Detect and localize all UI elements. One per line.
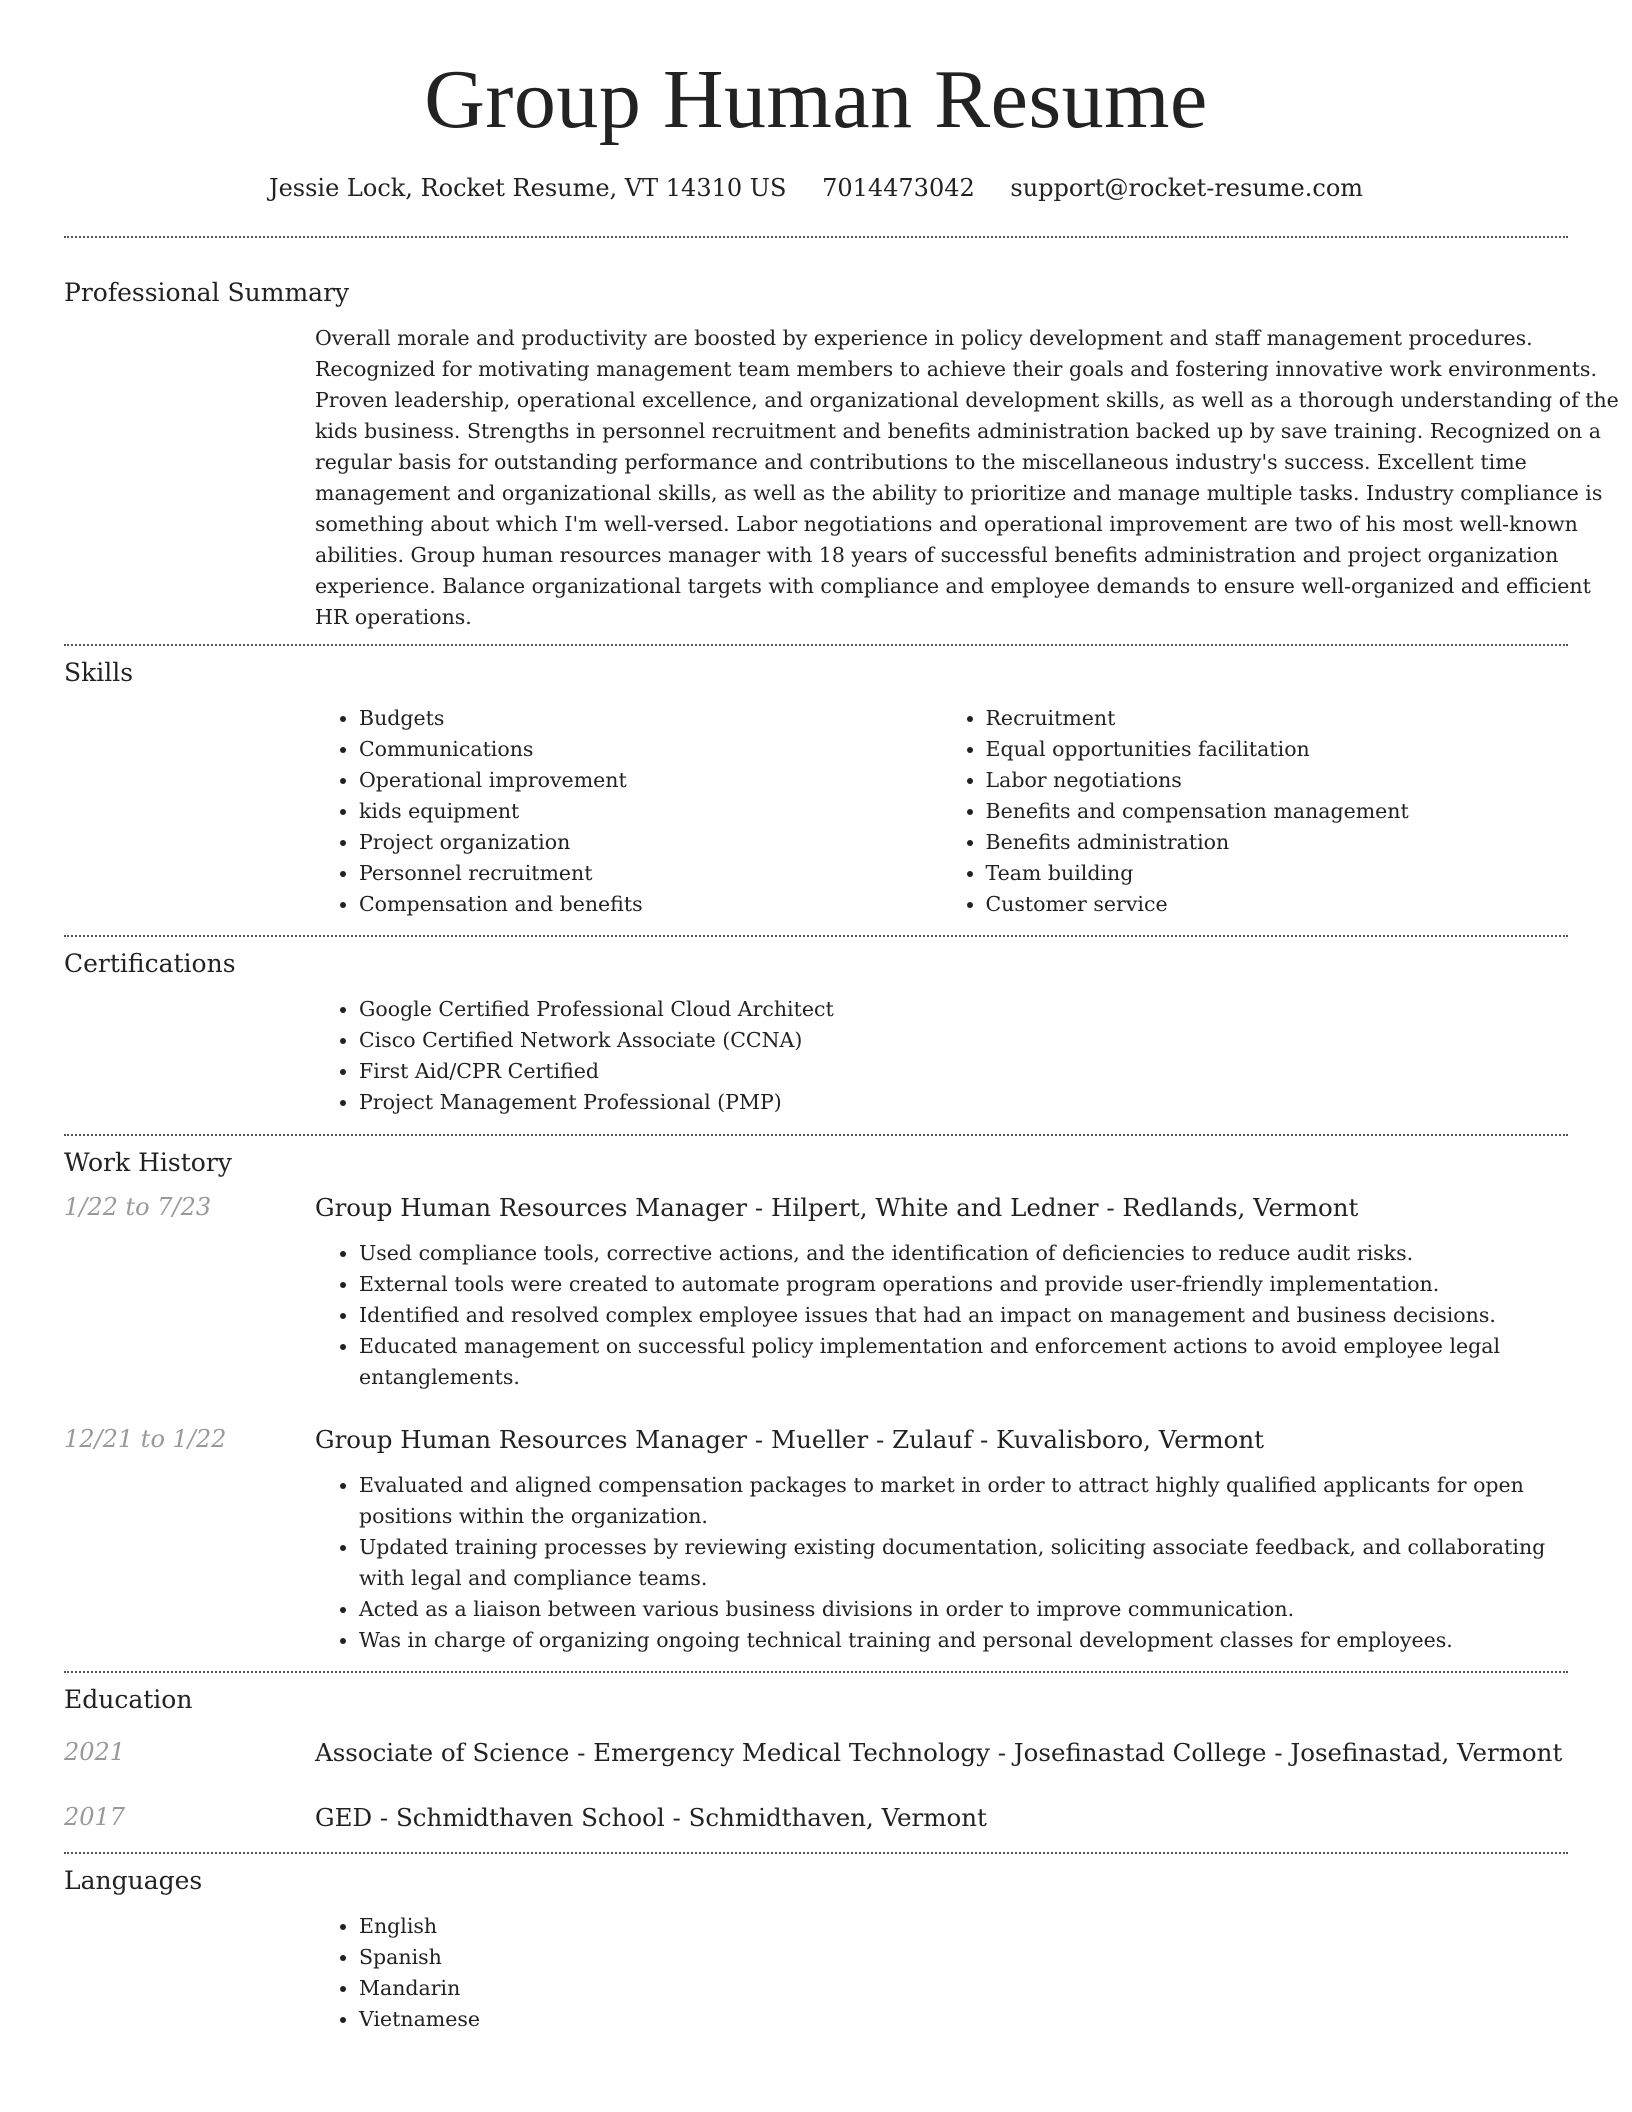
list-item: • Labor negotiations (986, 765, 1569, 796)
languages-list (315, 1911, 1568, 2035)
list-item: • Evaluated and aligned compensation packages to market in order to attract highly qualified applicants for open positions within the organization. (359, 1470, 1568, 1532)
skills-list-left (315, 703, 942, 920)
job-date: 1/22 to 7/23 (64, 1193, 212, 1221)
education-title: GED - Schmidthaven School - Schmidthaven, Vermont (315, 1803, 987, 1832)
list-item: • Spanish (359, 1942, 1568, 1973)
education-heading: Education (64, 1685, 193, 1714)
list-item: • First Aid/CPR Certified (359, 1056, 1568, 1087)
list-item: • Equal opportunities facilitation (986, 734, 1569, 765)
list-item: • English (359, 1911, 1568, 1942)
list-item: • Acted as a liaison between various business divisions in order to improve communication. (359, 1594, 1568, 1625)
job-title: Group Human Resources Manager - Hilpert, White and Ledner - Redlands, Vermont (315, 1193, 1359, 1222)
languages-heading: Languages (64, 1866, 203, 1895)
contact-email: support@rocket-resume.com (1010, 174, 1364, 202)
education-entry (64, 1738, 1568, 1767)
contact-line (64, 174, 1568, 202)
list-item: • Mandarin (359, 1973, 1568, 2004)
list-item: • Team building (986, 858, 1569, 889)
resume-title: Group Human Resume (424, 53, 1208, 146)
work-history-heading: Work History (64, 1148, 232, 1177)
job-entry (64, 1425, 1568, 1656)
list-item: • External tools were created to automate program operations and provide user-friendly implementation. (359, 1269, 1568, 1300)
list-item: • Was in charge of organizing ongoing technical training and personal development classes for employees. (359, 1625, 1568, 1656)
list-item: • Updated training processes by reviewing existing documentation, soliciting associate feedback, and collaborating with legal and compliance teams. (359, 1532, 1568, 1594)
list-item: • Cisco Certified Network Associate (CCNA) (359, 1025, 1568, 1056)
list-item: • Compensation and benefits (359, 889, 942, 920)
list-item: • Budgets (359, 703, 942, 734)
list-item: • Communications (359, 734, 942, 765)
job-bullets (315, 1238, 1568, 1393)
list-item: • kids equipment (359, 796, 942, 827)
list-item: • Project organization (359, 827, 942, 858)
contact-address: Jessie Lock, Rocket Resume, VT 14310 US (268, 174, 787, 202)
languages-section (64, 1854, 1568, 2035)
list-item: • Benefits and compensation management (986, 796, 1569, 827)
certifications-heading: Certifications (64, 949, 236, 978)
summary-section (64, 238, 1619, 633)
list-item: • Educated management on successful policy implementation and enforcement actions to avoid employee legal entanglements. (359, 1331, 1568, 1393)
skills-list-right (942, 703, 1569, 920)
list-item: • Operational improvement (359, 765, 942, 796)
summary-text: Overall morale and productivity are boosted by experience in policy development and staff management procedures. Recognized for motivating management team members to achieve their goals and fostering innovative work environments. Proven leadership, operational excellence, and organizational development skills, as well as a thorough understanding of the kids business. Strengths in personnel recruitment and benefits administration backed up by save training. Recognized on a regular basis for outstanding performance and contributions to the miscellaneous industry's success. Excellent time management and organizational skills, as well as the ability to prioritize and manage multiple tasks. Industry compliance is something about which I'm well-versed. Labor negotiations and operational improvement are two of his most well-known abilities. Group human resources manager with 18 years of successful benefits administration and project organization experience. Balance organizational targets with compliance and employee demands to ensure well-organized and efficient HR operations. (315, 326, 1619, 629)
certifications-section (64, 937, 1568, 1118)
certifications-list (315, 994, 1568, 1118)
list-item: • Vietnamese (359, 2004, 1568, 2035)
list-item: • Personnel recruitment (359, 858, 942, 889)
skills-section (64, 646, 1568, 920)
list-item: • Google Certified Professional Cloud Architect (359, 994, 1568, 1025)
list-item: • Benefits administration (986, 827, 1569, 858)
education-date: 2017 (64, 1803, 126, 1831)
job-entry (64, 1193, 1568, 1393)
job-title: Group Human Resources Manager - Mueller - Zulauf - Kuvalisboro, Vermont (315, 1425, 1265, 1454)
education-date: 2021 (64, 1738, 126, 1766)
education-title: Associate of Science - Emergency Medical Technology - Josefinastad College - Josefinastad, Vermont (315, 1738, 1563, 1767)
education-section (64, 1673, 1568, 1832)
skills-heading: Skills (64, 658, 134, 687)
list-item: • Customer service (986, 889, 1569, 920)
list-item: • Recruitment (986, 703, 1569, 734)
work-history-section (64, 1136, 1568, 1656)
summary-heading: Professional Summary (64, 278, 350, 307)
list-item: • Used compliance tools, corrective actions, and the identification of deficiencies to reduce audit risks. (359, 1238, 1568, 1269)
job-date: 12/21 to 1/22 (64, 1425, 227, 1453)
education-entry (64, 1803, 1568, 1832)
contact-phone: 7014473042 (822, 174, 975, 202)
list-item: • Identified and resolved complex employee issues that had an impact on management and business decisions. (359, 1300, 1568, 1331)
list-item: • Project Management Professional (PMP) (359, 1087, 1568, 1118)
job-bullets (315, 1470, 1568, 1656)
